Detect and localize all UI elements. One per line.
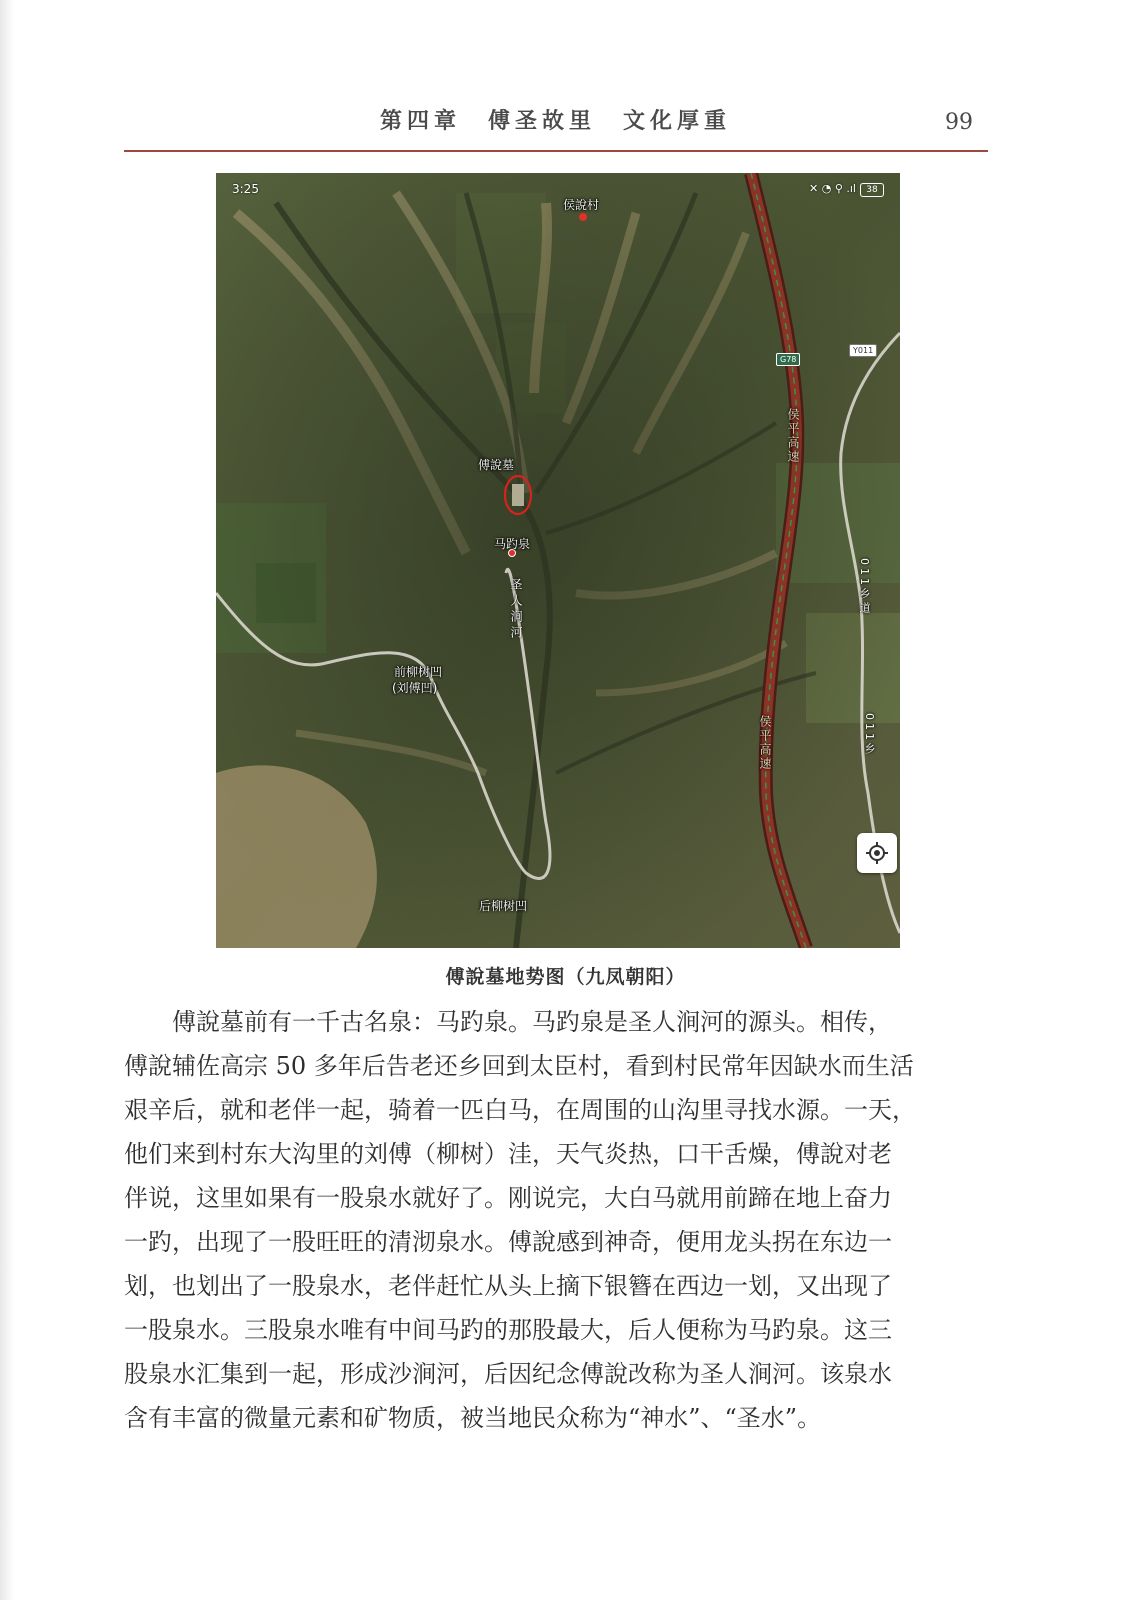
label-village-top: 侯說村: [563, 198, 600, 212]
label-highway-north: 侯平高速: [786, 408, 800, 464]
status-bar-signal-icon: ✕ ◔ ⚲ .ıl: [809, 182, 856, 195]
village-marker-icon: [579, 213, 587, 221]
body-line: 一趵，出现了一股旺旺的清沏泉水。傅說感到神奇，便用龙头拐在东边一: [124, 1228, 892, 1256]
label-village-west: 前柳树凹: [394, 665, 443, 679]
body-line: 含有丰富的微量元素和矿物质，被当地民众称为“神水”、“圣水”。: [124, 1404, 822, 1432]
status-bar-battery-icon: 38: [860, 183, 884, 197]
road-shield-g78: G78: [776, 353, 800, 366]
body-line: 傅說墓前有一千古名泉：马趵泉。马趵泉是圣人涧河的源头。相传，: [124, 1008, 892, 1036]
status-bar-time: 3:25: [232, 182, 259, 196]
page-number: 99: [945, 110, 973, 135]
figure-caption: 傅說墓地势图（九凤朝阳）: [445, 966, 686, 988]
body-line: 艰辛后，就和老伴一起，骑着一匹白马，在周围的山沟里寻找水源。一天，: [124, 1096, 916, 1124]
label-river: 圣人涧河: [509, 578, 523, 642]
road-shield-y011: Y011: [849, 344, 877, 357]
page-gutter-shadow: [0, 0, 14, 1600]
running-head: [0, 104, 1131, 140]
satellite-map-figure: [216, 173, 900, 948]
label-village-bottom: 后柳树凹: [479, 899, 528, 913]
label-township-road-1: 011乡道: [858, 558, 871, 616]
label-highway-south: 侯平高速: [758, 715, 772, 771]
locate-me-button[interactable]: [857, 833, 897, 873]
label-village-west-alt: (刘傅凹): [392, 681, 438, 695]
body-line: 一股泉水。三股泉水唯有中间马趵的那股最大，后人便称为马趵泉。这三: [124, 1316, 892, 1344]
body-paragraph: [124, 1000, 988, 1440]
body-line: 伴说，这里如果有一股泉水就好了。刚说完，大白马就用前蹄在地上奋力: [124, 1184, 892, 1212]
label-tomb: 傅說墓: [478, 458, 515, 472]
body-line: 划，也划出了一股泉水，老伴赶忙从头上摘下银簪在西边一划，又出现了: [124, 1272, 892, 1300]
header-rule: [124, 150, 988, 152]
body-line: 他们来到村东大沟里的刘傅（柳树）洼，天气炎热，口干舌燥，傅說对老: [124, 1140, 892, 1168]
chapter-title: 第四章 傅圣故里 文化厚重: [380, 109, 732, 134]
crosshair-icon: [865, 841, 889, 865]
label-spring: 马趵泉: [494, 537, 531, 551]
body-line: 傅說辅佐高宗 50 多年后告老还乡回到太臣村，看到村民常年因缺水而生活: [124, 1052, 914, 1080]
satellite-terrain: [216, 173, 900, 948]
label-township-road-2: 011乡: [863, 713, 876, 757]
body-line: 股泉水汇集到一起，形成沙涧河，后因纪念傅說改称为圣人涧河。该泉水: [124, 1360, 892, 1388]
